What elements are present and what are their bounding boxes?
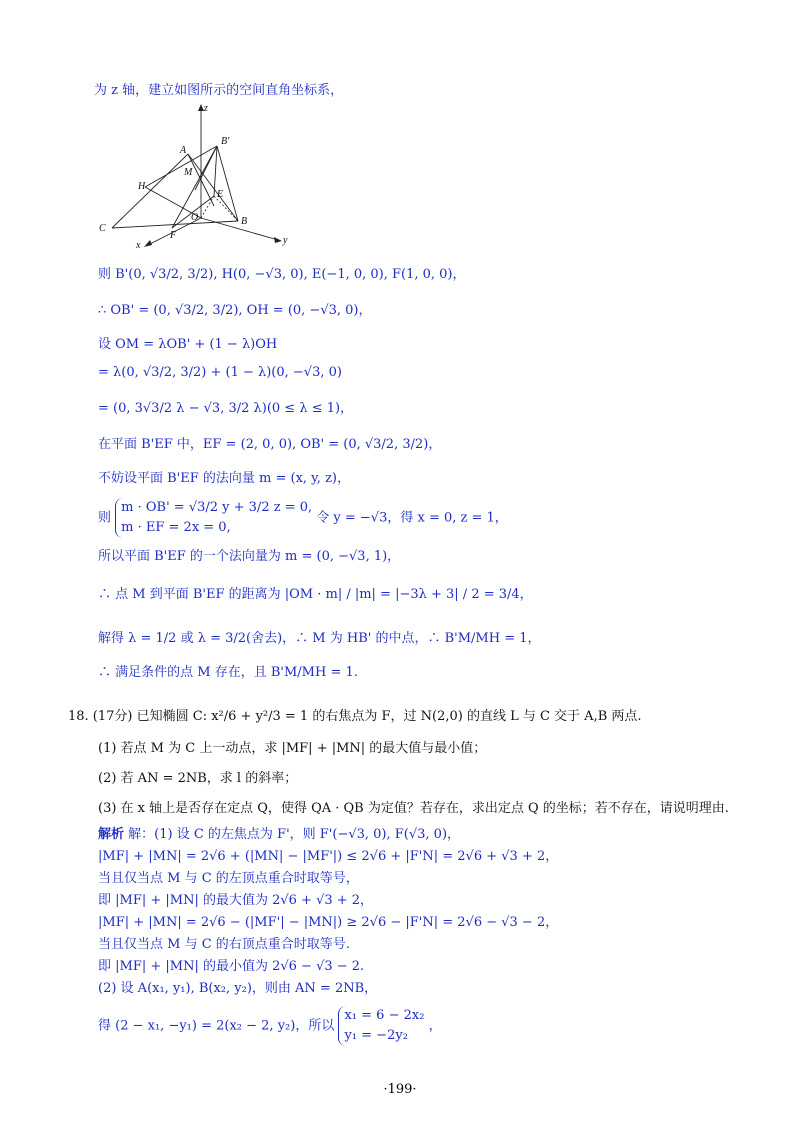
system-suffix: 令 y = −√3，得 x = 0, z = 1，	[316, 510, 508, 526]
label-c: C	[99, 223, 106, 234]
equation-system	[115, 498, 312, 538]
label-a: A	[180, 145, 187, 156]
solution-18-s7: 即 |MF| + |MN| 的最小值为 2√6 − √3 − 2.	[98, 959, 365, 974]
s9-prefix: 得 (2 − x₁, −y₁) = 2(x₂ − 2, y₂)，所以	[98, 1018, 335, 1034]
solution-18-s8: (2) 设 A(x₁, y₁), B(x₂, y₂)，则由 AN = 2NB，	[98, 981, 378, 996]
vector-line-1: ∴ OB' = (0, √3/2, 3/2), OH = (0, −√3, 0)，	[98, 303, 372, 318]
label-f: F	[170, 230, 177, 241]
system-line	[98, 498, 508, 538]
plane-vectors-line: 在平面 B'EF 中，EF = (2, 0, 0), OB' = (0, √3/2, 3/2)，	[98, 437, 442, 452]
label-b: B	[241, 216, 248, 227]
label-z: z	[204, 103, 208, 114]
analysis-tag: 解析	[98, 827, 125, 842]
solution-18-s1: 解：(1) 设 C 的左焦点为 F'，则 F'(−√3, 0), F(√3, 0)，	[128, 827, 461, 842]
intro-line: 为 z 轴，建立如图所示的空间直角坐标系，	[94, 83, 344, 98]
solution-18-s5: |MF| + |MN| = 2√6 − (|MF'| − |MN|) ≥ 2√6 − |F'N| = 2√6 − √3 − 2，	[98, 915, 559, 930]
problem-18-q1: (1) 若点 M 为 C 上一动点，求 |MF| + |MN| 的最大值与最小值；	[98, 741, 487, 756]
s9-system	[338, 1006, 424, 1046]
om-result-line: = (0, 3√3/2 λ − √3, 3/2 λ)(0 ≤ λ ≤ 1)，	[98, 401, 354, 416]
set-om-line: 设 OM = λOB' + (1 − λ)OH	[98, 337, 278, 352]
problem-18-q3: (3) 在 x 轴上是否存在定点 Q，使得 QA · QB 为定值？若存在，求出定点 Q 的坐标；若不存在，请说明理由.	[98, 801, 729, 816]
page-number: ·199·	[383, 1082, 417, 1097]
solve-lambda-line: 解得 λ = 1/2 或 λ = 3/2(舍去)，∴ M 为 HB' 的中点，∴ B'M/MH = 1，	[98, 631, 541, 646]
distance-line: ∴ 点 M 到平面 B'EF 的距离为 |OM · m| / |m| = |−3λ + 3| / 2 = 3/4，	[98, 587, 533, 602]
s9-eq-b: y₁ = −2y₂	[344, 1028, 408, 1043]
om-expand-line: = λ(0, √3/2, 3/2) + (1 − λ)(0, −√3, 0)	[98, 365, 342, 380]
system-eq-2: m · EF = 2x = 0,	[121, 520, 231, 535]
label-x: x	[136, 240, 141, 250]
solution-18-s4: 即 |MF| + |MN| 的最大值为 2√6 + √3 + 2，	[98, 893, 374, 908]
system-eq-1: m · OB' = √3/2 y + 3/2 z = 0,	[121, 500, 313, 515]
solution-18-s9	[98, 1006, 442, 1046]
conclusion-line: ∴ 满足条件的点 M 存在，且 B'M/MH = 1.	[98, 665, 358, 680]
problem-18-q2: (2) 若 AN = 2NB，求 l 的斜率；	[98, 771, 298, 786]
label-y: y	[283, 235, 288, 246]
solution-18-s3: 当且仅当点 M 与 C 的左顶点重合时取等号，	[98, 871, 359, 886]
solution-18-s2: |MF| + |MN| = 2√6 + (|MN| − |MF'|) ≤ 2√6 + |F'N| = 2√6 + √3 + 2，	[98, 849, 559, 864]
s9-suffix: ，	[428, 1018, 442, 1034]
normal-vector-line: 所以平面 B'EF 的一个法向量为 m = (0, −√3, 1)，	[98, 549, 401, 564]
coordinate-figure	[90, 100, 300, 250]
y-axis	[201, 218, 278, 240]
normal-assume-line: 不妨设平面 B'EF 的法向量 m = (x, y, z)，	[98, 471, 350, 486]
label-h: H	[138, 181, 146, 192]
system-prefix: 则	[98, 510, 112, 526]
label-e: E	[217, 189, 224, 200]
solution-18-line-1	[98, 826, 460, 844]
coords-line: 则 B'(0, √3/2, 3/2), H(0, −√3, 0), E(−1, 0, 0), F(1, 0, 0)，	[98, 267, 466, 282]
problem-18-stem: 18. (17分) 已知椭圆 C: x²/6 + y²/3 = 1 的右焦点为 F，过 N(2,0) 的直线 L 与 C 交于 A,B 两点.	[68, 709, 642, 724]
label-o: O	[191, 212, 199, 223]
solution-18-s6: 当且仅当点 M 与 C 的右顶点重合时取等号.	[98, 937, 350, 952]
s9-eq-a: x₁ = 6 − 2x₂	[344, 1008, 425, 1023]
label-bprime: B'	[221, 136, 230, 147]
label-m: M	[184, 167, 193, 178]
